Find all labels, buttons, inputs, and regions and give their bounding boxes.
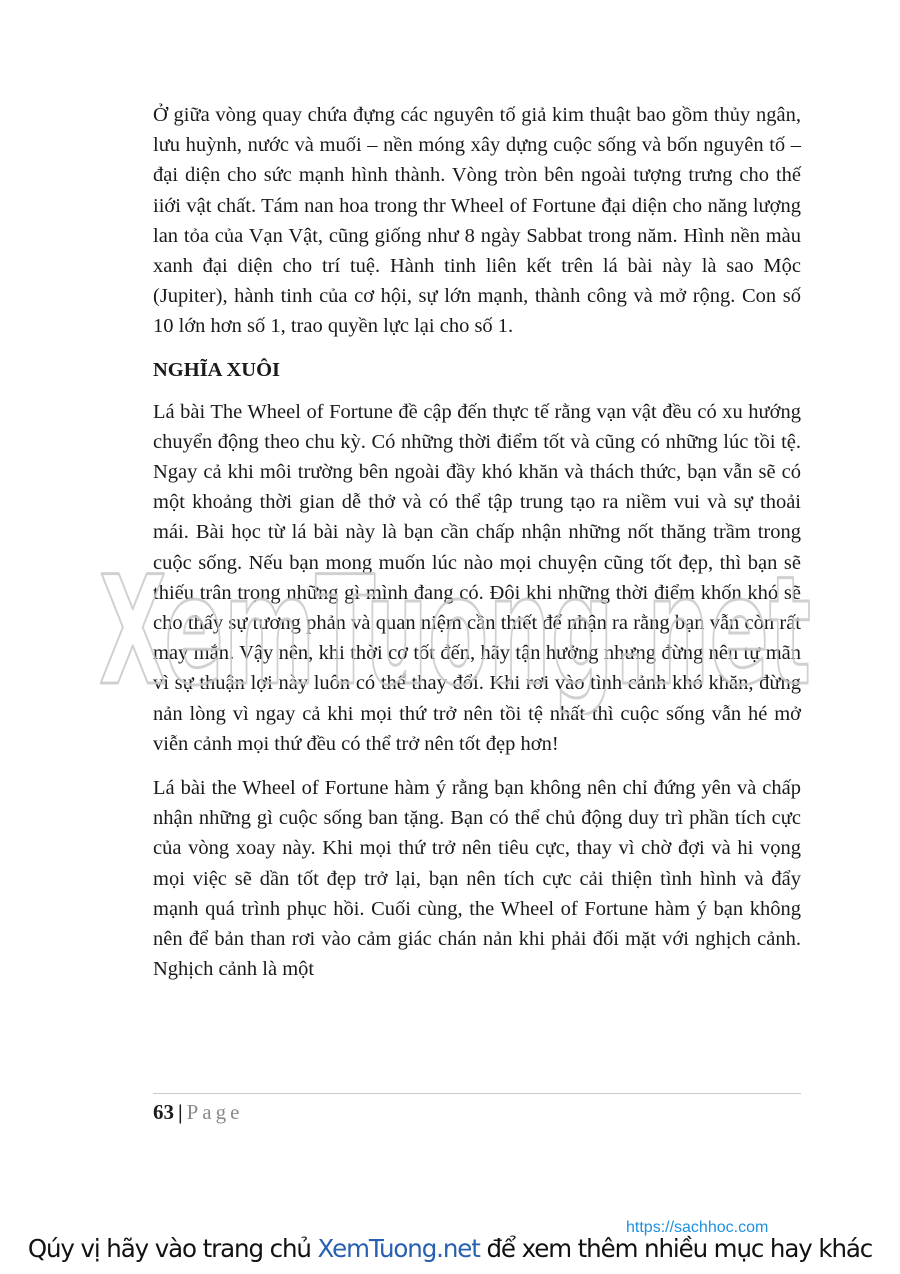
watermark-text: XemTuong.net bbox=[99, 545, 812, 715]
footer-separator: | bbox=[178, 1100, 183, 1124]
footer-divider bbox=[153, 1093, 801, 1094]
banner-prefix: Qúy vị hãy vào trang chủ bbox=[27, 1234, 311, 1263]
sachhoc-link[interactable]: https://sachhoc.com bbox=[626, 1219, 769, 1236]
paragraph-upright-1: Lá bài The Wheel of Fortune đề cập đến thực tế rằng vạn vật đều có xu hướng chuyển động theo chu kỳ. Có những thời điểm tốt và cũng có những lúc tồi tệ. Ngay cả khi môi trường bên ngoài đầy khó khăn và thách thức, bạn vẫn sẽ có một khoảng thời gian dễ thở và có thể tập trung tạo ra niềm vui và sự thoải mái. Bài học từ lá bài này là bạn cần chấp nhận những nốt thăng trầm trong cuộc sống. Nếu bạn mong muốn lúc nào mọi chuyện cũng tốt đẹp, thì bạn sẽ thiếu trân trọng những gì mình đang có. Đôi khi những thời điểm khốn khó sẽ cho thấy sự tương phản và quan niệm cần thiết để nhận ra rằng bạn vẫn còn rất may mắn. Vậy nên, khi thời cơ tốt đến, hãy tận hưởng nhưng đừng nên tự mãn vì sự thuận lợi này luôn có thể thay đổi. Khi rơi vào tình cảnh khó khăn, đừng nản lòng vì ngay cả khi mọi thứ trở nên tồi tệ nhất thì cuộc sống vẫn hé mở viễn cảnh mọi thứ đều có thể trở nên tốt đẹp hơn! bbox=[153, 400, 801, 755]
paragraph-upright-2: Lá bài the Wheel of Fortune hàm ý rằng bạn không nên chỉ đứng yên và chấp nhận những gì cuộc sống ban tặng. Bạn có thể chủ động duy trì phần tích cực của vòng xoay này. Khi mọi thứ trở nên tiêu cực, thay vì chờ đợi và hi vọng mọi việc sẽ dần tốt đẹp trở lại, bạn nên tích cực cải thiện tình hình và đẩy mạnh quá trình phục hồi. Cuối cùng, the Wheel of Fortune hàm ý bạn không nên để bản than rơi vào cảm giác chán nản khi phải đối mặt với nghịch cảnh. Nghịch cảnh là một bbox=[153, 777, 801, 981]
page-body bbox=[153, 100, 801, 984]
promo-banner bbox=[0, 1234, 900, 1263]
page-label: Page bbox=[186, 1100, 244, 1124]
banner-suffix: để xem thêm nhiều mục hay khác bbox=[486, 1234, 873, 1263]
section-heading: NGHĨA XUÔI bbox=[153, 358, 281, 381]
banner-brand-link[interactable]: XemTuong.net bbox=[317, 1234, 480, 1263]
page-number: 63 bbox=[153, 1100, 174, 1124]
paragraph-intro: Ở giữa vòng quay chứa đựng các nguyên tố giả kim thuật bao gồm thủy ngân, lưu huỳnh, nước và muối – nền móng xây dựng cuộc sống và bốn nguyên tố – đại diện cho sức mạnh hình thành. Vòng tròn bên ngoài tượng trưng cho thế iiới vật chất. Tám nan hoa trong thr Wheel of Fortune đại diện cho năng lượng lan tỏa của Vạn Vật, cũng giống như 8 ngày Sabbat trong năm. Hình nền màu xanh đại diện cho trí tuệ. Hành tinh liên kết trên lá bài này là sao Mộc (Jupiter), hành tinh của cơ hội, sự lớn mạnh, thành công và mở rộng. Con số 10 lớn hơn số 1, trao quyền lực lại cho số 1. bbox=[153, 104, 801, 338]
page-footer bbox=[153, 1098, 243, 1126]
